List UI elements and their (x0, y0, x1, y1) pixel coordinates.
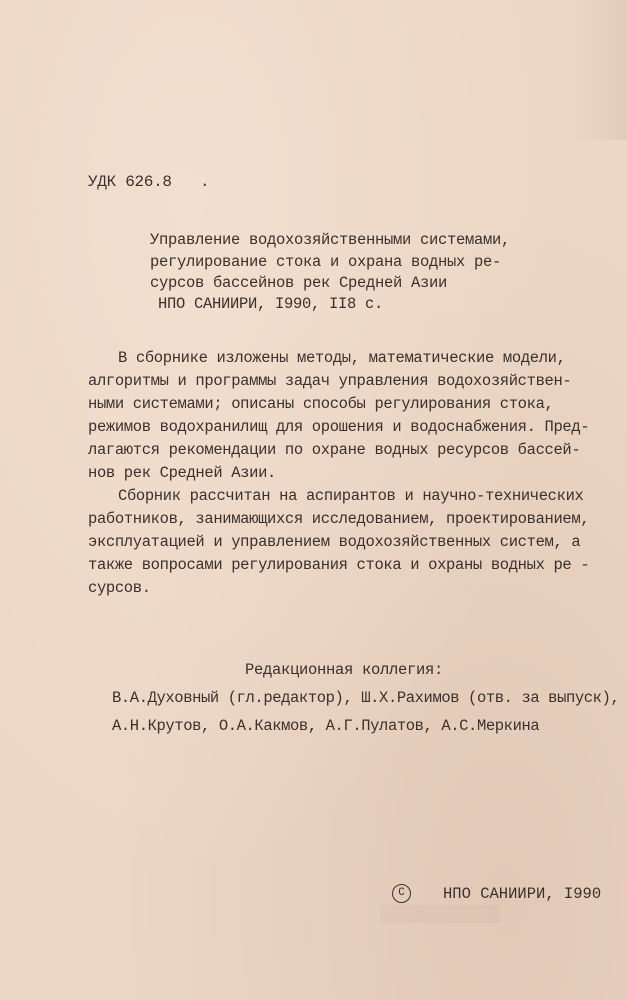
publication-info: НПО САНИИРИ, I990, II8 с. (158, 295, 384, 313)
page-bleed (572, 0, 627, 140)
abstract-line: лагаются рекомендации по охране водных ресурсов бассей- (88, 441, 581, 459)
udk-mark: . (200, 173, 210, 191)
title-line: регулирование стока и охрана водных ре- (150, 253, 502, 271)
copyright-text: НПО САНИИРИ, I990 (443, 885, 602, 903)
title-line: сурсов бассейнов рек Средней Азии (150, 274, 448, 292)
abstract-line: ными системами; описаны способы регулирования стока, (88, 395, 554, 413)
editorial-board-heading: Редакционная коллегия: (245, 661, 444, 679)
editorial-board-line: А.Н.Крутов, О.А.Какмов, А.Г.Пулатов, А.С.Меркина (112, 717, 540, 735)
title-line: Управление водохозяйственными системами, (150, 231, 511, 249)
copyright-notice (392, 884, 601, 904)
abstract-line: режимов водохранилищ для орошения и водоснабжения. Пред- (88, 418, 590, 436)
udk-code: УДК 626.8 (88, 173, 172, 191)
abstract-line: Сборник рассчитан на аспирантов и научно-технических (118, 487, 584, 505)
page-bleed (380, 905, 500, 923)
abstract-line: также вопросами регулирования стока и охраны водных ре - (88, 556, 590, 574)
abstract-line: В сборнике изложены методы, математические модели, (118, 349, 566, 367)
editorial-board-line: В.А.Духовный (гл.редактор), Ш.Х.Рахимов (отв. за выпуск), (112, 689, 620, 707)
abstract-line: алгоритмы и программы задач управления водохозяйствен- (88, 372, 572, 390)
abstract-line: нов рек Средней Азии. (88, 464, 276, 482)
abstract-line: сурсов. (88, 579, 151, 597)
copyright-icon: C (392, 884, 411, 903)
abstract-line: работников, занимающихся исследованием, проектированием, (88, 510, 590, 528)
abstract-line: эксплуатацией и управлением водохозяйственных систем, а (88, 533, 581, 551)
